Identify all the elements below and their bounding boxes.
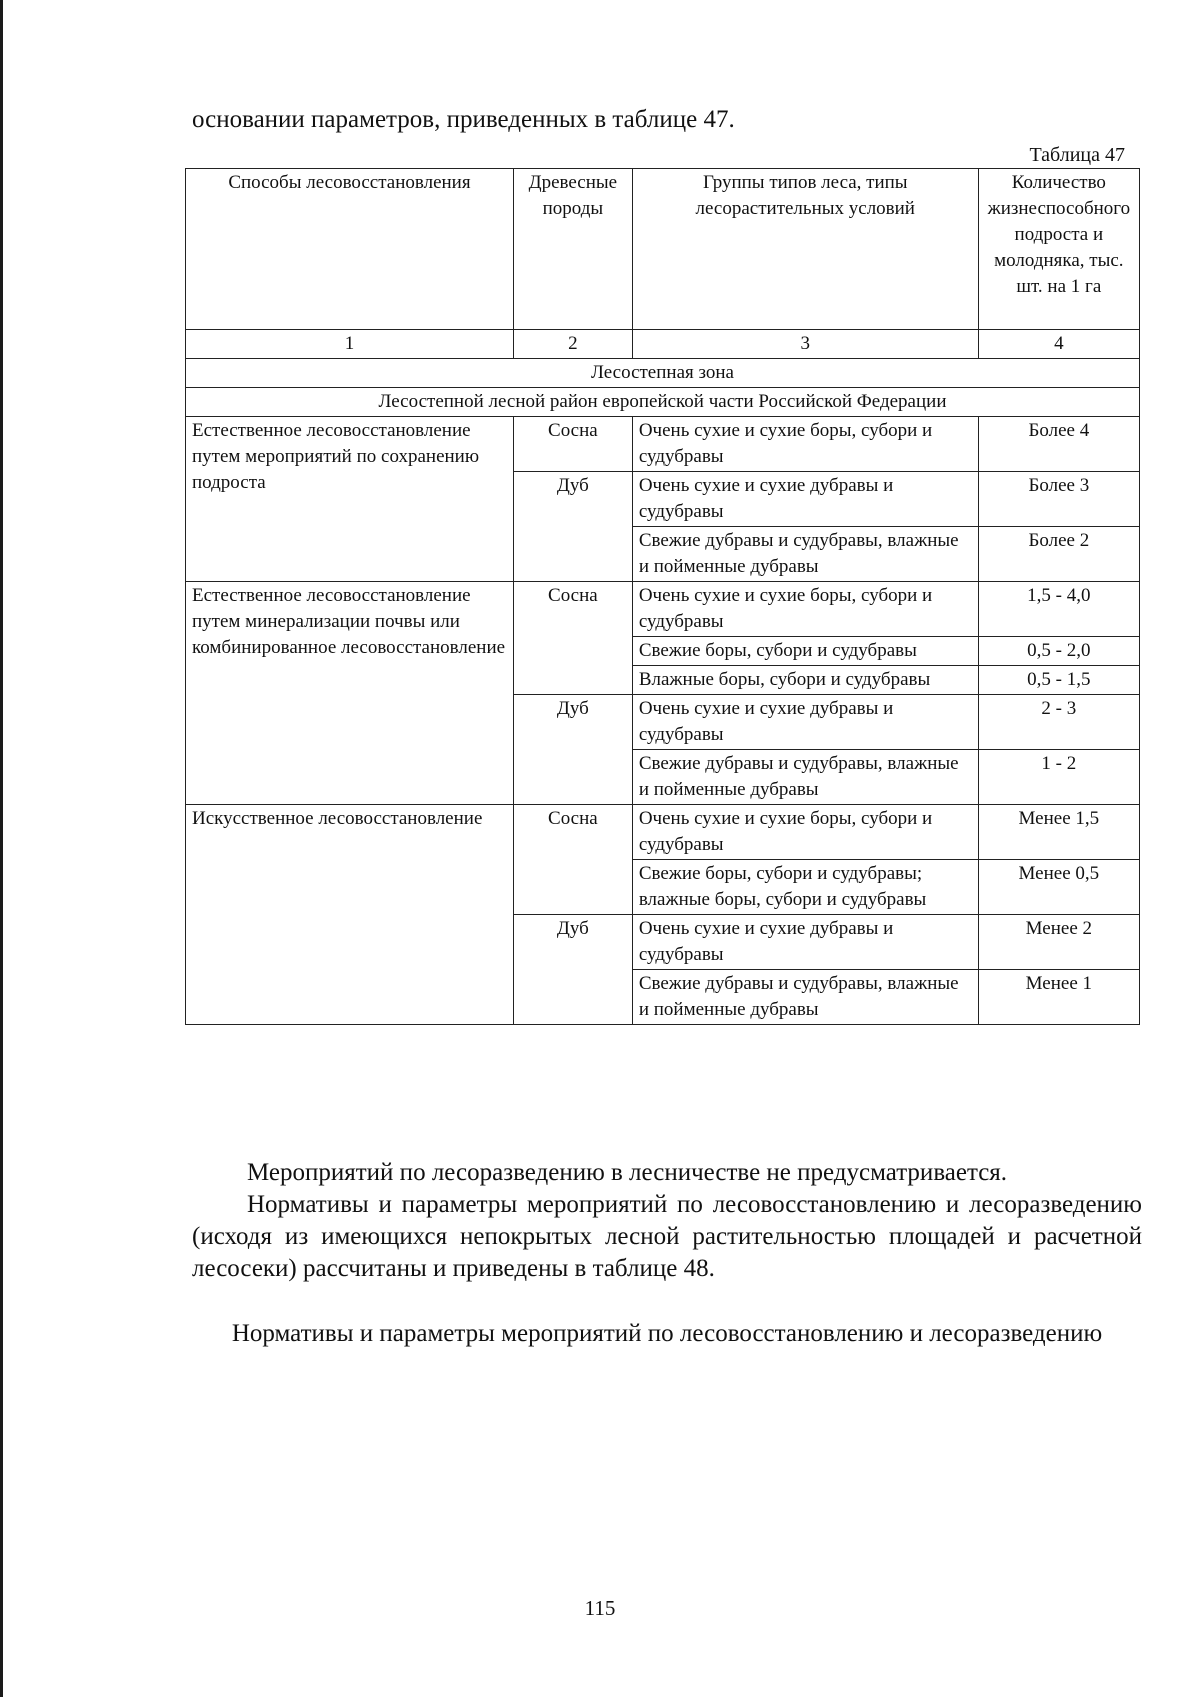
scan-edge (0, 0, 3, 1697)
quantity-cell: Менее 1 (978, 970, 1139, 1025)
table-row (186, 582, 1140, 637)
method-cell: Искусственное лесовосстановление (186, 805, 514, 1025)
quantity-cell: 0,5 - 2,0 (978, 637, 1139, 666)
intro-line: основании параметров, приведенных в таблице 47. (192, 106, 735, 133)
quantity-cell: Более 2 (978, 527, 1139, 582)
next-table-title: Нормативы и параметры мероприятий по лесовосстановлению и лесоразведению (231, 1320, 1103, 1347)
quantity-cell: Менее 0,5 (978, 860, 1139, 915)
zone-name: Лесостепная зона (186, 359, 1140, 388)
header-species: Древесные породы (513, 169, 632, 330)
paragraph: Мероприятий по лесоразведению в лесничестве не предусматривается. (247, 1159, 1008, 1186)
forest-type-cell: Очень сухие и сухие боры, субори и судубравы (632, 417, 978, 472)
quantity-cell: 1 - 2 (978, 750, 1139, 805)
table-row (186, 805, 1140, 860)
forest-type-cell: Очень сухие и сухие дубравы и судубравы (632, 915, 978, 970)
quantity-cell: 0,5 - 1,5 (978, 666, 1139, 695)
forest-type-cell: Очень сухие и сухие боры, субори и судубравы (632, 805, 978, 860)
col-number-4: 4 (978, 330, 1139, 359)
region-row (186, 388, 1140, 417)
species-cell: Сосна (513, 582, 632, 695)
method-cell: Естественное лесовосстановление путем мероприятий по сохранению подроста (186, 417, 514, 582)
quantity-cell: Менее 2 (978, 915, 1139, 970)
header-forest-types: Группы типов леса, типы лесорастительных условий (632, 169, 978, 330)
forest-type-cell: Очень сухие и сухие боры, субори и судубравы (632, 582, 978, 637)
col-number-3: 3 (632, 330, 978, 359)
table-header-row (186, 169, 1140, 330)
species-cell: Дуб (513, 472, 632, 582)
table-row (186, 417, 1140, 472)
forest-type-cell: Влажные боры, субори и судубравы (632, 666, 978, 695)
forest-type-cell: Очень сухие и сухие дубравы и судубравы (632, 472, 978, 527)
col-number-1: 1 (186, 330, 514, 359)
header-method: Способы лесовосстановления (186, 169, 514, 330)
forest-type-cell: Свежие дубравы и судубравы, влажные и пойменные дубравы (632, 970, 978, 1025)
forest-type-cell: Очень сухие и сухие дубравы и судубравы (632, 695, 978, 750)
forest-type-cell: Свежие дубравы и судубравы, влажные и пойменные дубравы (632, 527, 978, 582)
quantity-cell: Более 4 (978, 417, 1139, 472)
region-name: Лесостепной лесной район европейской части Российской Федерации (186, 388, 1140, 417)
method-cell: Естественное лесовосстановление путем минерализации почвы или комбинированное лесовосстановление (186, 582, 514, 805)
table-caption: Таблица 47 (1029, 144, 1125, 166)
table-47 (185, 168, 1140, 1025)
header-quantity: Количество жизнеспособного подроста и молодняка, тыс. шт. на 1 га (978, 169, 1139, 330)
species-cell: Сосна (513, 805, 632, 915)
forest-type-cell: Свежие боры, субори и судубравы (632, 637, 978, 666)
body-paragraphs (192, 1157, 1142, 1285)
col-number-2: 2 (513, 330, 632, 359)
forest-type-cell: Свежие дубравы и судубравы, влажные и пойменные дубравы (632, 750, 978, 805)
species-cell: Дуб (513, 695, 632, 805)
species-cell: Сосна (513, 417, 632, 472)
paragraph: Нормативы и параметры мероприятий по лесовосстановлению и лесоразведению (исходя из имеющихся непокрытых лесной растительностью площадей и расчетной лесосеки) рассчитаны и приведены в таблице 48. (192, 1191, 1142, 1282)
species-cell: Дуб (513, 915, 632, 1025)
forest-type-cell: Свежие боры, субори и судубравы; влажные боры, субори и судубравы (632, 860, 978, 915)
quantity-cell: Менее 1,5 (978, 805, 1139, 860)
zone-row (186, 359, 1140, 388)
quantity-cell: 2 - 3 (978, 695, 1139, 750)
page-number: 115 (584, 1596, 616, 1620)
column-number-row (186, 330, 1140, 359)
quantity-cell: 1,5 - 4,0 (978, 582, 1139, 637)
quantity-cell: Более 3 (978, 472, 1139, 527)
